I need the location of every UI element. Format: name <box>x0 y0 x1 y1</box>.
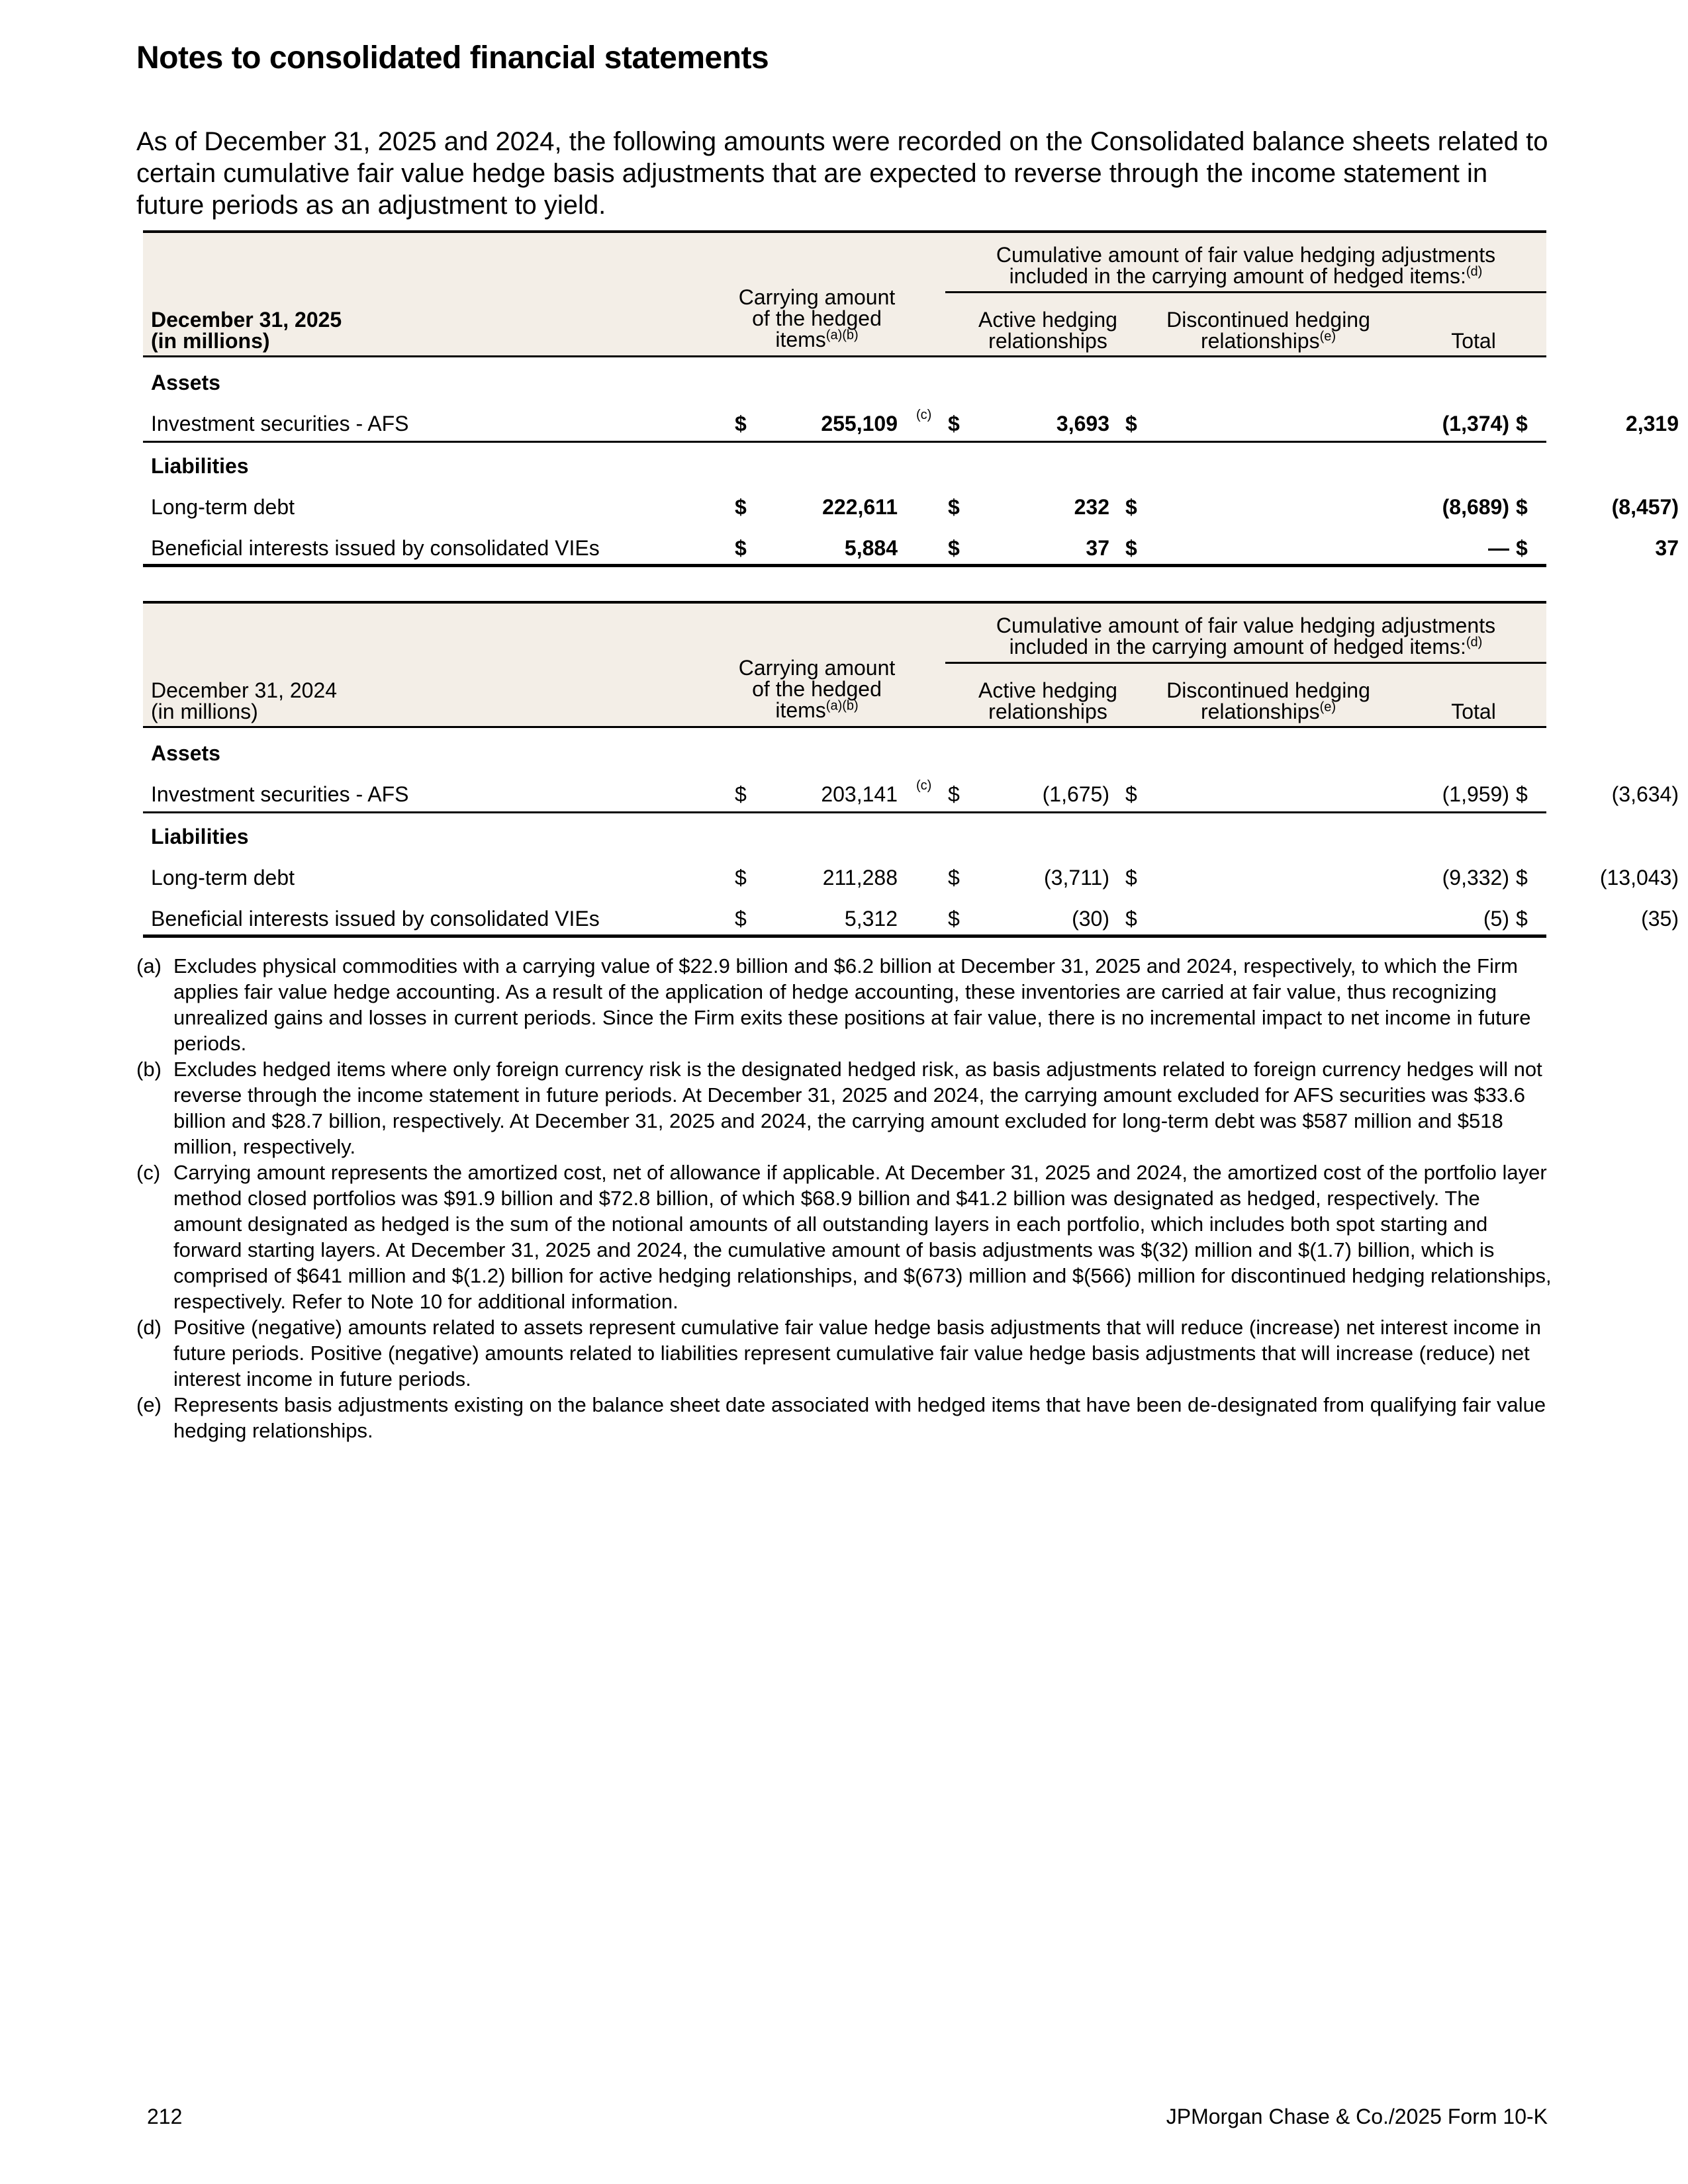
active-amount: (3,711) <box>1043 866 1109 889</box>
currency-symbol: $ <box>1125 536 1137 560</box>
group-header: included in the carrying amount of hedged items:$^{(d)}$ <box>1009 264 1483 288</box>
currency-symbol: $ <box>1516 866 1528 889</box>
row-label: Beneficial interests issued by consolidated VIEs <box>151 536 600 560</box>
discontinued-amount: (9,332) <box>1442 866 1509 889</box>
currency-symbol: $ <box>948 782 960 806</box>
carrying-amount: 255,109 <box>821 412 898 435</box>
col-header-carrying: Carrying amount <box>738 656 896 680</box>
total-amount: (8,457) <box>1611 495 1679 519</box>
footer-source: JPMorgan Chase & Co./2025 Form 10-K <box>1166 2105 1548 2128</box>
group-header: Cumulative amount of fair value hedging adjustments <box>996 243 1496 267</box>
currency-symbol: $ <box>735 907 747 931</box>
col-header-active: Active hedging <box>978 678 1117 702</box>
total-amount: 37 <box>1655 536 1679 560</box>
footnote-d <box>136 1314 1553 1392</box>
section-liabilities: Liabilities <box>151 454 249 478</box>
currency-symbol: $ <box>948 412 960 435</box>
footnote-e <box>136 1392 1553 1443</box>
col-header-total: Total <box>1451 329 1496 353</box>
units-label: (in millions) <box>151 329 270 353</box>
group-header: included in the carrying amount of hedged items:$^{(d)}$ <box>1009 635 1483 659</box>
currency-symbol: $ <box>1516 412 1528 435</box>
footnotes <box>136 953 1553 1443</box>
col-header-active: relationships <box>988 700 1107 723</box>
discontinued-amount: (1,374) <box>1442 412 1509 435</box>
carrying-amount: 5,884 <box>844 536 898 560</box>
footnote-text: Represents basis adjustments existing on the balance sheet date associated with hedged items that have been de-designated from qualifying fair value hedging relationships. <box>173 1393 1546 1442</box>
section-liabilities: Liabilities <box>151 825 249 848</box>
page-title: Notes to consolidated financial statements <box>136 40 769 75</box>
active-amount: (30) <box>1072 907 1109 931</box>
footnote-key: (a) <box>136 954 162 978</box>
row-label: Investment securities - AFS <box>151 782 409 806</box>
row-label: Investment securities - AFS <box>151 412 409 435</box>
currency-symbol: $ <box>948 495 960 519</box>
total-amount: (3,634) <box>1611 782 1679 806</box>
currency-symbol: $ <box>735 782 747 806</box>
col-header-carrying: Carrying amount <box>738 285 896 309</box>
active-amount: 3,693 <box>1056 412 1109 435</box>
currency-symbol: $ <box>735 536 747 560</box>
currency-symbol: $ <box>1125 412 1137 435</box>
currency-symbol: $ <box>948 866 960 889</box>
currency-symbol: $ <box>735 412 747 435</box>
col-header-carrying: of the hedged <box>752 306 882 330</box>
active-amount: 232 <box>1074 495 1109 519</box>
footnote-b <box>136 1056 1553 1160</box>
footnote-key: (b) <box>136 1058 162 1081</box>
currency-symbol: $ <box>1516 536 1528 560</box>
footnote-text: Excludes physical commodities with a carrying value of $22.9 billion and $6.2 billion at December 31, 2025 and 2024, respectively, to which the Firm applies fair value hedge accounting. As a result of the application of hedge accounting, these inventories are carried at fair value, thus recognizing unrealized gains and losses in current periods. Since the Firm exits these positions at fair value, there is no incremental impact to net income in future periods. <box>173 954 1531 1055</box>
row-label: Long-term debt <box>151 495 295 519</box>
page-number: 212 <box>147 2105 183 2128</box>
currency-symbol: $ <box>735 866 747 889</box>
footnote-text: Positive (negative) amounts related to assets represent cumulative fair value hedge basis adjustments that will reduce (increase) net interest income in future periods. Positive (negative) amounts related to liabilities represent cumulative fair value hedge basis adjustments that will increase (reduce) net interest income in future periods. <box>173 1316 1541 1390</box>
col-header-discontinued: Discontinued hedging <box>1166 678 1370 702</box>
col-header-total: Total <box>1451 700 1496 723</box>
section-assets: Assets <box>151 741 220 765</box>
discontinued-amount: (5) <box>1483 907 1509 931</box>
footnote-a <box>136 953 1553 1056</box>
discontinued-amount: (1,959) <box>1442 782 1509 806</box>
carrying-amount: 5,312 <box>844 907 898 931</box>
currency-symbol: $ <box>1516 782 1528 806</box>
row-label: Beneficial interests issued by consolidated VIEs <box>151 907 600 931</box>
units-label: (in millions) <box>151 700 258 723</box>
currency-symbol: $ <box>1516 907 1528 931</box>
footnote-ref: (c) <box>916 408 932 422</box>
footnote-key: (e) <box>136 1393 162 1416</box>
hedge-table-2024 <box>143 601 1679 940</box>
hedge-table-2025 <box>143 230 1679 569</box>
discontinued-amount: (8,689) <box>1442 495 1509 519</box>
col-header-carrying: of the hedged <box>752 677 882 701</box>
table-bottom-rule <box>143 564 1546 567</box>
footnote-key: (c) <box>136 1161 161 1184</box>
currency-symbol: $ <box>1125 782 1137 806</box>
discontinued-amount: — <box>1488 536 1509 560</box>
col-header-carrying: items$^{(a)(b)}$ <box>775 328 859 351</box>
currency-symbol: $ <box>948 536 960 560</box>
carrying-amount: 222,611 <box>822 495 898 519</box>
currency-symbol: $ <box>948 907 960 931</box>
row-label: Long-term debt <box>151 866 295 889</box>
total-amount: (13,043) <box>1599 866 1679 889</box>
active-amount: 37 <box>1086 536 1109 560</box>
col-header-discontinued: Discontinued hedging <box>1166 308 1370 332</box>
currency-symbol: $ <box>1125 866 1137 889</box>
intro-paragraph: As of December 31, 2025 and 2024, the following amounts were recorded on the Consolidated balance sheets related to certain cumulative fair value hedge basis adjustments that are expected to reverse through the income statement in future periods as an adjustment to yield. <box>136 127 1548 220</box>
header-divider <box>945 291 1546 293</box>
period-label: December 31, 2024 <box>151 678 338 702</box>
active-amount: (1,675) <box>1042 782 1109 806</box>
footnote-c <box>136 1160 1553 1314</box>
table-bottom-rule <box>143 934 1546 938</box>
currency-symbol: $ <box>1125 907 1137 931</box>
period-label: December 31, 2025 <box>151 308 342 332</box>
col-header-carrying: items$^{(a)(b)}$ <box>775 698 859 722</box>
currency-symbol: $ <box>1125 495 1137 519</box>
footnote-key: (d) <box>136 1316 162 1339</box>
total-amount: 2,319 <box>1625 412 1679 435</box>
currency-symbol: $ <box>735 495 747 519</box>
footnote-text: Excludes hedged items where only foreign currency risk is the designated hedged risk, as basis adjustments related to foreign currency hedges will not reverse through the income statement in future periods. At December 31, 2025 and 2024, the carrying amount excluded for AFS securities was $33.6 billion and $28.7 billion, respectively. At December 31, 2025 and 2024, the carrying amount excluded for long-term debt was $587 million and $518 million, respectively. <box>173 1058 1542 1158</box>
header-divider <box>945 662 1546 664</box>
footnote-text: Carrying amount represents the amortized cost, net of allowance if applicable. At December 31, 2025 and 2024, the amortized cost of the portfolio layer method closed portfolios was $91.9 billion and $72.8 billion, of which $68.9 billion and $41.2 billion was designated as hedged, respectively. The amount designated as hedged is the sum of the notional amounts of all outstanding layers in each portfolio, which includes both spot starting and forward starting layers. At December 31, 2025 and 2024, the cumulative amount of basis adjustments was $(32) million and $(1.7) billion, which is comprised of $641 million and $(1.2) billion for active hedging relationships, and $(673) million and $(566) million for discontinued hedging relationships, respectively. Refer to Note 10 for additional information. <box>173 1161 1552 1313</box>
col-header-discontinued: relationships$^{(e)}$ <box>1200 700 1336 723</box>
row-divider <box>143 441 1546 443</box>
footnote-ref: (c) <box>916 778 932 793</box>
col-header-active: relationships <box>988 329 1107 353</box>
col-header-active: Active hedging <box>978 308 1117 332</box>
section-assets: Assets <box>151 371 220 394</box>
row-divider <box>143 811 1546 813</box>
group-header: Cumulative amount of fair value hedging adjustments <box>996 614 1496 637</box>
carrying-amount: 211,288 <box>822 866 898 889</box>
currency-symbol: $ <box>1516 495 1528 519</box>
carrying-amount: 203,141 <box>821 782 898 806</box>
col-header-discontinued: relationships$^{(e)}$ <box>1200 329 1336 353</box>
total-amount: (35) <box>1641 907 1679 931</box>
